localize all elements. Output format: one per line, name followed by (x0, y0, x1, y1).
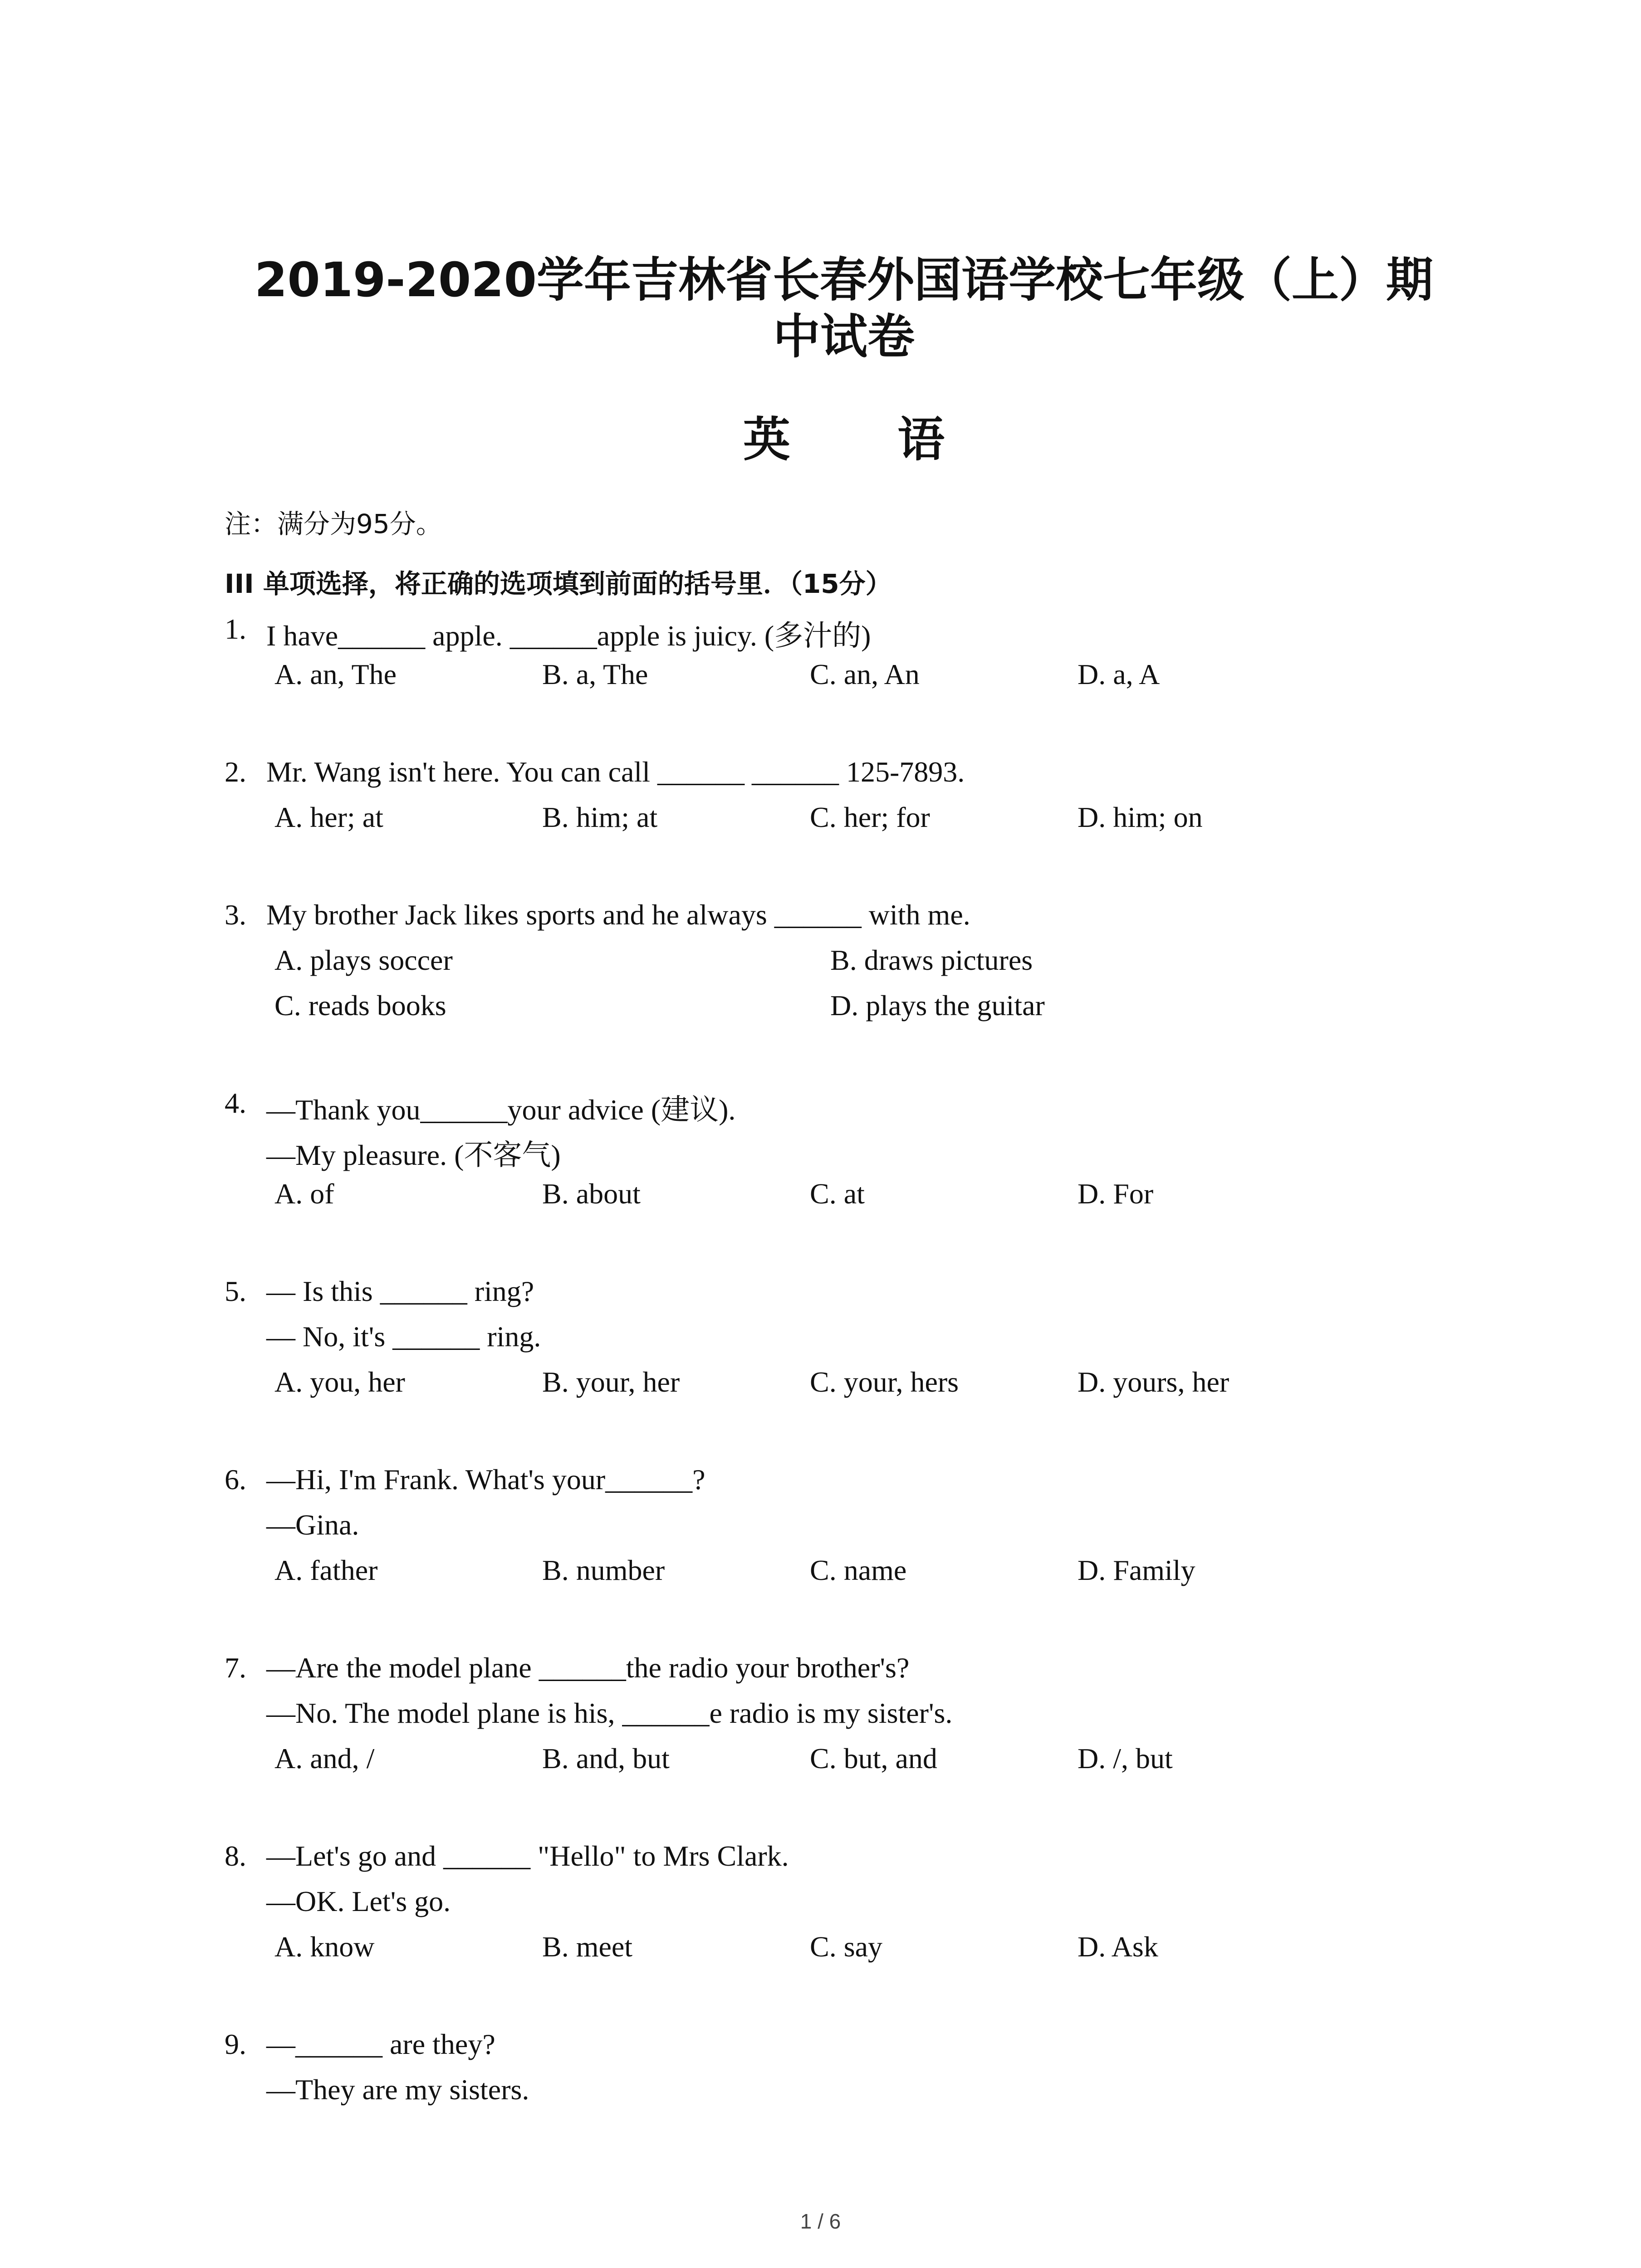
option-d: D. yours, her (1078, 1366, 1230, 1398)
option-c: C. but, and (810, 1742, 937, 1774)
question-reply: —OK. Let's go. (266, 1885, 451, 1917)
option-b: B. and, but (542, 1742, 670, 1774)
option-c: C. at (810, 1178, 865, 1210)
option-d: D. Ask (1078, 1931, 1158, 1963)
question-stem: —Hi, I'm Frank. What's your______? (266, 1463, 705, 1496)
option-a: A. father (274, 1554, 378, 1586)
question-number: 8. (225, 1840, 246, 1872)
option-d: D. /, but (1078, 1742, 1173, 1774)
section-heading: III 单项选择，将正确的选项填到前面的括号里．（15分） (225, 568, 892, 599)
question-reply: —Gina. (266, 1509, 359, 1541)
option-d: D. him; on (1078, 801, 1203, 833)
question-number: 2. (225, 756, 246, 788)
question-number: 5. (225, 1275, 246, 1307)
option-b: B. draws pictures (830, 944, 1033, 976)
question-reply: —My pleasure. (不客气) (266, 1139, 561, 1171)
exam-title-continued: 中试卷 (773, 309, 915, 364)
question-stem: My brother Jack likes sports and he always ______ with me. (266, 899, 970, 931)
option-a: A. know (274, 1931, 375, 1963)
option-d: D. For (1078, 1178, 1154, 1210)
question-stem: —Let's go and ______ "Hello" to Mrs Clark. (266, 1840, 789, 1872)
question-stem: Mr. Wang isn't here. You can call ______ ______ 125-7893. (266, 756, 965, 788)
option-a: A. plays soccer (274, 944, 453, 976)
question-number: 9. (225, 2028, 246, 2060)
question-number: 7. (225, 1652, 246, 1684)
question-stem: —Thank you______your advice (建议). (266, 1094, 736, 1126)
question-reply: —No. The model plane is his, ______e radio is my sister's. (266, 1697, 953, 1729)
option-a: A. you, her (274, 1366, 405, 1398)
option-c: C. say (810, 1931, 882, 1963)
option-c: C. your, hers (810, 1366, 959, 1398)
question-stem: —______ are they? (266, 2028, 495, 2060)
option-a: A. of (274, 1178, 334, 1210)
question-number: 4. (225, 1087, 246, 1119)
question-number: 1. (225, 613, 246, 645)
option-c: C. an, An (810, 658, 920, 690)
option-b: B. a, The (542, 658, 648, 690)
score-note: 注：满分为95分。 (225, 508, 442, 539)
exam-title: 2019-2020学年吉林省长春外国语学校七年级（上）期 (254, 252, 1434, 308)
option-d: D. Family (1078, 1554, 1195, 1586)
question-number: 6. (225, 1463, 246, 1496)
option-a: A. and, / (274, 1742, 375, 1774)
question-stem: —Are the model plane ______the radio your brother's? (266, 1652, 910, 1684)
question-number: 3. (225, 899, 246, 931)
question-reply: — No, it's ______ ring. (266, 1320, 541, 1353)
option-a: A. her; at (274, 801, 383, 833)
question-stem: I have______ apple. ______apple is juicy. (多汁的) (266, 620, 871, 652)
option-b: B. meet (542, 1931, 633, 1963)
option-c: C. reads books (274, 989, 446, 1022)
question-reply: —They are my sisters. (266, 2073, 529, 2106)
option-b: B. him; at (542, 801, 658, 833)
page-number: 1 / 6 (800, 2209, 841, 2233)
option-b: B. your, her (542, 1366, 680, 1398)
subject-heading: 英 语 (743, 412, 990, 467)
option-c: C. name (810, 1554, 907, 1586)
question-stem: — Is this ______ ring? (266, 1275, 534, 1307)
option-b: B. number (542, 1554, 665, 1586)
option-d: D. plays the guitar (830, 989, 1045, 1022)
option-c: C. her; for (810, 801, 930, 833)
option-d: D. a, A (1078, 658, 1160, 690)
option-a: A. an, The (274, 658, 397, 690)
option-b: B. about (542, 1178, 641, 1210)
